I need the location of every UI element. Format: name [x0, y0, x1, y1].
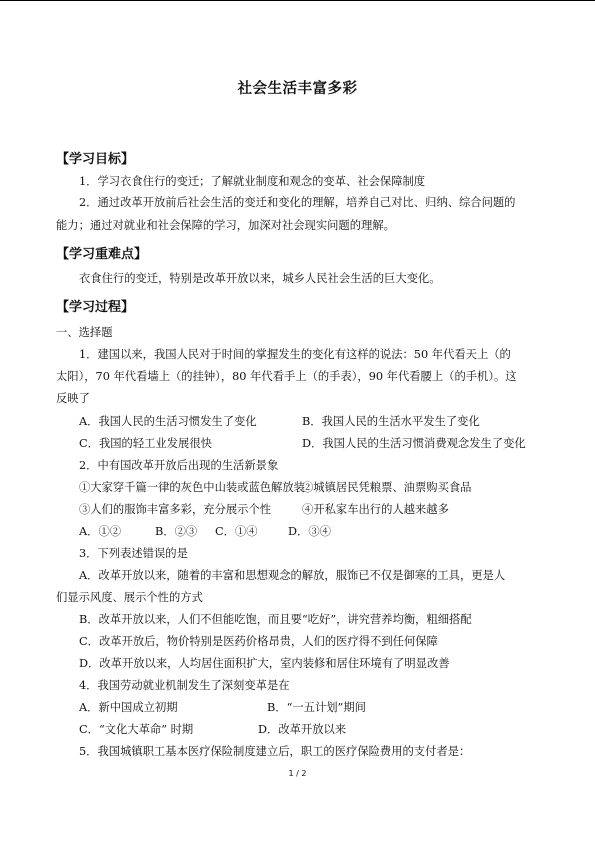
q2-option-c: C．①④: [215, 525, 258, 538]
q3-option-d: D．改革开放以来，人均居住面积扩大，室内装修和居住环境有了明显改善: [79, 657, 450, 670]
q5-stem: 5．我国城镇职工基本医疗保险制度建立后，职工的医疗保险费用的支付者是：: [79, 745, 471, 758]
page-title: 社会生活丰富多彩: [237, 81, 358, 97]
key-points-text: 衣食住行的变迁，特别是改革开放以来，城乡人民社会生活的巨大变化。: [79, 272, 441, 285]
q4-option-c: C．“文化大革命” 时期: [79, 723, 194, 736]
q2-option-b: B．②③: [155, 525, 198, 538]
q4-option-a: A．新中国成立初期: [79, 701, 178, 714]
goal-2-line-1: 2．通过改革开放前后社会生活的变迁和变化的理解，培养自己对比、归纳、综合问题的: [79, 196, 516, 209]
q1-stem-line-1: 1．建国以来，我国人民对于时间的掌握发生的变化有这样的说法：50 年代看天上（的: [79, 348, 511, 361]
q2-option-a: A．①②: [79, 525, 122, 538]
section-heading-key-points: 【学习重难点】: [56, 247, 148, 262]
q1-stem-line-2: 太阳），70 年代看墙上（的挂钟），80 年代看手上（的手表），90 年代看腰上（的手机）。这: [56, 370, 517, 383]
q3-stem: 3．下列表述错误的是: [79, 547, 188, 560]
q2-stem: 2．中有国改革开放后出现的生活新景象: [79, 459, 279, 472]
q3-option-a-line-1: A．改革开放以来，随着的丰富和思想观念的解放，服饰已不仅是御寒的工具，更是人: [79, 569, 506, 582]
section-heading-process: 【学习过程】: [56, 300, 135, 315]
q1-option-d: D．我国人民的生活习惯消费观念发生了变化: [302, 437, 526, 450]
q4-option-b: B．“一五计划”期间: [267, 701, 366, 714]
goal-2-line-2: 能力；通过对就业和社会保障的学习，加深对社会现实问题的理解。: [56, 219, 395, 232]
q3-option-b: B．改革开放以来，人们不但能吃饱，而且要“吃好”，讲究营养均衡，粗细搭配: [79, 613, 472, 626]
q2-item-3: ③人们的服饰丰富多彩，充分展示个性: [79, 503, 272, 516]
page-number: 1 / 2: [288, 769, 307, 778]
q2-item-1: ①大家穿千篇一律的灰色中山装或蓝色解放装: [79, 481, 305, 494]
goal-1: 1．学习衣食住行的变迁；了解就业制度和观念的变革、社会保障制度: [79, 175, 426, 188]
q2-item-2: ②城镇居民凭粮票、油票购买食品: [302, 481, 472, 494]
q1-stem-line-3: 反映了: [56, 392, 90, 405]
q2-item-4: ④开私家车出行的人越来越多: [302, 503, 449, 516]
part-label: 一、选择题: [56, 326, 113, 339]
q1-option-b: B．我国人民的生活水平发生了变化: [302, 415, 480, 428]
top-border-line: [0, 0, 595, 1]
q3-option-c: C．改革开放后，物价特别是医药价格昂贵，人们的医疗得不到任何保障: [79, 635, 438, 648]
q2-option-d: D．③④: [288, 525, 331, 538]
q4-stem: 4．我国劳动就业机制发生了深刻变革是在: [79, 679, 290, 692]
q3-option-a-line-2: 们显示风度、展示个性的方式: [56, 591, 203, 604]
section-heading-goals: 【学习目标】: [56, 152, 135, 167]
q4-option-d: D．改革开放以来: [258, 723, 347, 736]
q1-option-c: C．我国的轻工业发展很快: [79, 437, 212, 450]
q1-option-a: A．我国人民的生活习惯发生了变化: [79, 415, 257, 428]
